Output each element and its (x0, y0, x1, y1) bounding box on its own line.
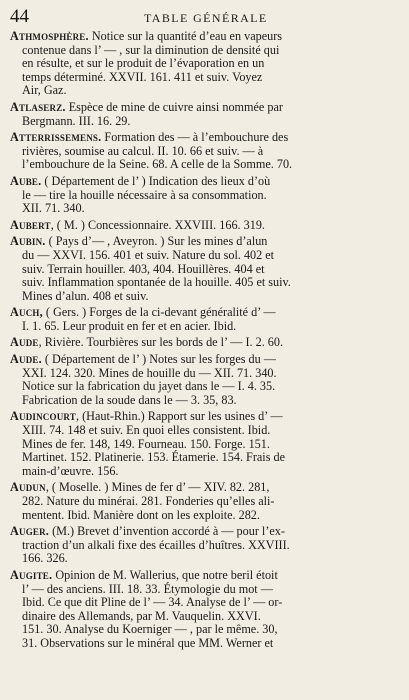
entry-line (10, 410, 395, 424)
entry-text: main-d’œuvre. 156. (22, 463, 119, 478)
entry-text: mentent. Ibid. Manière dont on les exploite. 282. (22, 507, 260, 522)
index-entry (10, 481, 395, 522)
entry-headword: Aubert (10, 217, 51, 232)
entry-text: 282. Nature du minérai. 281. Fonderies qu’elles ali- (22, 494, 275, 508)
entry-text: traction d’un alkali fixe des écailles d’huîtres. XXVIII. (22, 537, 290, 552)
entry-text: suiv. Inflammation spontanée de la houille. 405 et suiv. (22, 275, 291, 290)
entry-text: Fabrication de la soude dans le — 3. 35, 83. (22, 392, 237, 407)
entry-line (10, 249, 395, 263)
entry-text: Air, Gaz. (22, 83, 67, 98)
entry-line (10, 57, 395, 71)
entry-line (10, 290, 395, 304)
index-entry (10, 306, 395, 333)
entry-line (10, 509, 395, 523)
entry-headword: Aubin. (10, 234, 46, 249)
index-entry (10, 525, 395, 566)
entry-text: XXI. 124. 320. Mines de houille du — XII. 71. 340. (22, 365, 277, 380)
entry-line (10, 353, 395, 367)
entry-line (10, 101, 395, 115)
entry-line (10, 175, 395, 189)
entry-line (10, 44, 395, 58)
entry-text: (M.) Brevet d’invention accordé à — pour l’ex- (49, 524, 285, 539)
entry-text: Mines d’alun. 408 et suiv. (22, 288, 149, 303)
index-entry (10, 30, 395, 98)
entry-text: Notice sur la fabrication du jayet dans le — I. 4. 35. (22, 379, 276, 394)
entry-line (10, 583, 395, 597)
entry-text: Mines de fer. 148, 149. Fourneau. 150. Forge. 151. (22, 436, 270, 451)
entry-line (10, 495, 395, 509)
entry-text: I. 1. 65. Leur produit en fer et en acier. Ibid. (22, 318, 237, 333)
entry-line (10, 451, 395, 465)
entry-headword: Auger. (10, 524, 50, 539)
entry-line (10, 320, 395, 334)
entry-text: Martinet. 152. Platinerie. 153. Étamerie. 154. Frais de (22, 450, 285, 465)
entry-headword: Audincourt (10, 409, 76, 424)
entry-line (10, 438, 395, 452)
entry-line (10, 623, 395, 637)
running-title: TABLE GÉNÉRALE (144, 11, 268, 25)
entry-text: le — tire la houille nécessaire à sa consommation. (22, 187, 267, 202)
entry-text: en résulte, et sur le produit de l’évaporation en un (22, 56, 265, 71)
entry-text: Opinion de M. Wallerius, que notre beril étoit (52, 567, 278, 582)
index-entry (10, 175, 395, 216)
entry-line (10, 115, 395, 129)
entry-text: ( Pays d’— , Aveyron. ) Sur les mines d’alun (45, 234, 268, 249)
entry-text: ( Gers. ) Forges de la ci-devant généralité d’ — (42, 305, 276, 320)
entry-text: Formation des — à l’embouchure des (101, 130, 289, 145)
entry-text: dinaire des Allemands, par M. Vauquelin. XXVI. (22, 608, 261, 623)
entry-line (10, 202, 395, 216)
entry-line (10, 30, 395, 44)
page-number: 44 (10, 6, 29, 27)
index-entry (10, 235, 395, 303)
entry-text: suiv. Terrain houiller. 403, 404. Houillères. 404 et (22, 261, 265, 276)
index-entries (10, 30, 395, 651)
entry-line (10, 380, 395, 394)
entry-line (10, 189, 395, 203)
entry-text: 166. 326. (22, 551, 68, 566)
entry-line (10, 158, 395, 172)
entry-line (10, 131, 395, 145)
entry-line (10, 235, 395, 249)
entry-headword: Atterrissemens. (10, 130, 102, 145)
entry-line (10, 569, 395, 583)
entry-line (10, 219, 395, 233)
entry-text: du — XXVI. 156. 401 et suiv. Nature du sol. 402 et (22, 247, 275, 262)
entry-headword: Atlaserz. (10, 99, 66, 114)
entry-text: XIII. 74. 148 et suiv. En quoi elles consistent. Ibid. (22, 423, 271, 438)
entry-line (10, 394, 395, 408)
index-entry (10, 219, 395, 233)
entry-line (10, 525, 395, 539)
index-entry (10, 569, 395, 651)
entry-headword: Athmosphère. (10, 29, 89, 43)
page-header (10, 6, 395, 30)
entry-text: rivières, soumise au calcul. II. 10. 66 et suiv. — à (22, 143, 264, 158)
entry-line (10, 145, 395, 159)
index-entry (10, 101, 395, 128)
entry-line (10, 481, 395, 495)
entry-line (10, 71, 395, 85)
entry-line (10, 552, 395, 566)
entry-text: 31. Observations sur le minéral que MM. Werner et (22, 635, 274, 650)
entry-line (10, 306, 395, 320)
entry-line (10, 596, 395, 610)
entry-text: l’ — des anciens. III. 18. 33. Étymologie du mot — (22, 581, 273, 596)
index-entry (10, 410, 395, 478)
entry-headword: Auch, (10, 305, 43, 320)
entry-line (10, 276, 395, 290)
entry-text: ( Département de l’ ) Indication des lieux d’où (41, 173, 271, 188)
entry-text: , ( Moselle. ) Mines de fer d’ — XIV. 82. 281, (45, 480, 270, 495)
entry-line (10, 465, 395, 479)
entry-text: Ibid. Ce que dit Pline de l’ — 34. Analyse de l’ — or- (22, 595, 283, 610)
entry-text: Bergmann. III. 16. 29. (22, 113, 131, 128)
entry-line (10, 424, 395, 438)
entry-headword: Augite. (10, 567, 53, 582)
entry-text: ( Département de l’ ) Notes sur les forges du — (41, 352, 276, 367)
entry-text: , (Haut-Rhin.) Rapport sur les usines d’ — (76, 409, 283, 424)
entry-text: Espèce de mine de cuivre ainsi nommée par (65, 99, 283, 114)
entry-text: l’embouchure de la Seine. 68. A celle de la Somme. 70. (22, 157, 293, 172)
entry-line (10, 84, 395, 98)
index-entry (10, 353, 395, 407)
entry-headword: Aude. (10, 352, 42, 367)
entry-text: , Rivière. Tourbières sur les bords de l’ — I. 2. 60. (38, 335, 284, 350)
entry-line (10, 539, 395, 553)
entry-line (10, 637, 395, 651)
index-entry (10, 336, 395, 350)
entry-headword: Aube. (10, 173, 42, 188)
entry-text: temps déterminé. XXVII. 161. 411 et suiv. Voyez (22, 69, 263, 84)
entry-headword: Audun (10, 480, 46, 495)
entry-text: , ( M. ) Concessionnaire. XXVIII. 166. 319. (50, 217, 265, 232)
entry-headword: Aude (10, 335, 39, 350)
index-entry (10, 131, 395, 172)
entry-line (10, 610, 395, 624)
entry-text: Notice sur la quantité d’eau en vapeurs (88, 29, 282, 43)
entry-text: 151. 30. Analyse du Koerniger — , par le même. 30, (22, 622, 278, 637)
entry-line (10, 367, 395, 381)
entry-text: XII. 71. 340. (22, 201, 85, 216)
entry-text: contenue dans l’ — , sur la diminution de densité qui (22, 42, 280, 57)
entry-line (10, 263, 395, 277)
entry-line (10, 336, 395, 350)
